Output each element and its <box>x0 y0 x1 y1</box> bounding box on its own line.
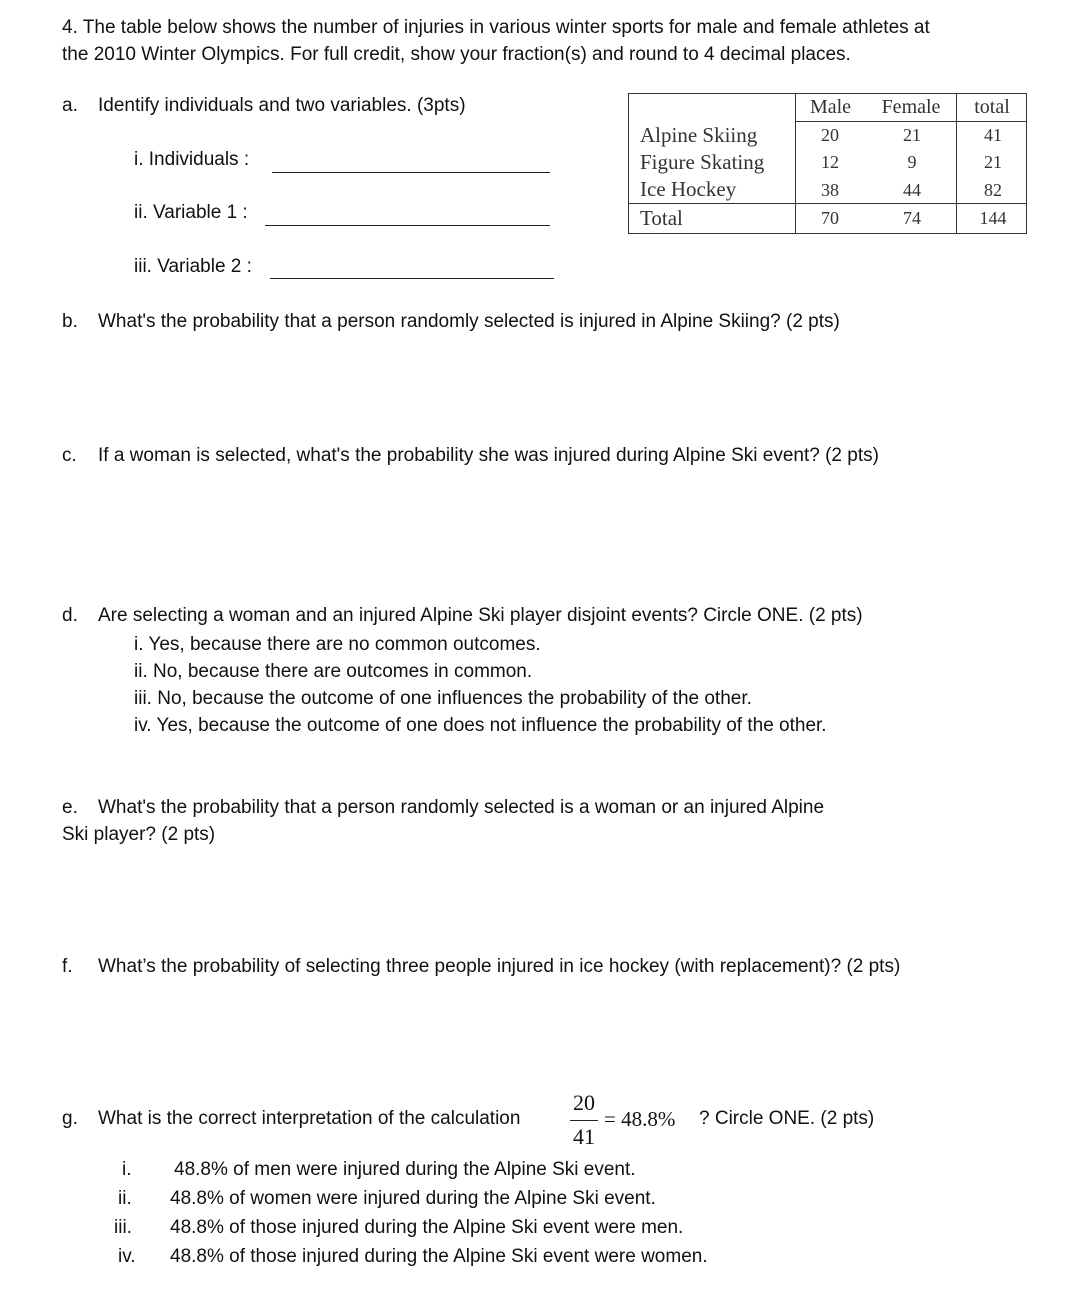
part-a-question <box>62 95 466 117</box>
intro-line-2: the 2010 Winter Olympics. For full credit, show your fraction(s) and round to 4 decimal places. <box>62 44 851 65</box>
part-d-question <box>62 605 863 627</box>
option-number: ii. <box>118 1188 132 1209</box>
table-cell: 82 <box>984 180 1002 200</box>
part-c-text: If a woman is selected, what's the probability she was injured during Alpine Ski event? (2 pts) <box>98 445 879 466</box>
table-cell: 70 <box>821 208 839 228</box>
part-g-question <box>62 1108 520 1130</box>
part-e-text-2: Ski player? (2 pts) <box>62 824 216 845</box>
part-f-text: What’s the probability of selecting three people injured in ice hockey (with replacement)? (2 pts) <box>98 956 901 977</box>
variable-1-answer-line[interactable] <box>265 225 550 226</box>
row-label-total: Total <box>640 206 683 230</box>
table-cell: 74 <box>903 208 921 228</box>
table-cell: 38 <box>821 180 839 200</box>
row-label-alpine: Alpine Skiing <box>640 123 758 147</box>
part-b-label: b. <box>62 311 78 332</box>
table-cell: 20 <box>821 125 839 145</box>
part-d-options <box>134 631 827 739</box>
header-male: Male <box>809 96 852 118</box>
fraction-denominator: 41 <box>573 1124 595 1149</box>
injury-table <box>628 93 1027 234</box>
part-d-text: Are selecting a woman and an injured Alpine Ski player disjoint events? Circle ONE. (2 pts) <box>98 605 863 626</box>
part-b-question <box>62 311 840 333</box>
part-g-text: What is the correct interpretation of the calculation <box>98 1108 521 1129</box>
part-e-label: e. <box>62 797 78 818</box>
option-text: 48.8% of women were injured during the Alpine Ski event. <box>170 1188 656 1209</box>
table-cell: 41 <box>984 125 1002 145</box>
table-cell: 44 <box>903 180 921 200</box>
option-number: i. <box>122 1159 132 1180</box>
part-g-options <box>114 1155 708 1271</box>
part-c-label: c. <box>62 445 77 466</box>
part-c-question <box>62 445 879 467</box>
part-g-option-ii[interactable] <box>118 1184 708 1213</box>
part-g-option-iv[interactable] <box>118 1242 708 1271</box>
option-number: iii. <box>114 1217 132 1238</box>
row-label-hockey: Ice Hockey <box>640 177 737 201</box>
header-female: Female <box>881 96 941 118</box>
problem-intro <box>62 14 930 68</box>
option-text: 48.8% of men were injured during the Alpine Ski event. <box>174 1159 636 1180</box>
part-e-question <box>62 794 824 848</box>
table-cell: 21 <box>984 152 1002 172</box>
part-d-option-i[interactable]: i. Yes, because there are no common outcomes. <box>134 634 541 655</box>
part-g-text-post: ? Circle ONE. (2 pts) <box>699 1108 875 1129</box>
header-total: total <box>974 96 1010 118</box>
intro-line-1: 4. The table below shows the number of injuries in various winter sports for male and female athletes at <box>62 17 930 38</box>
row-label-figure: Figure Skating <box>640 150 765 174</box>
part-d-option-iii[interactable]: iii. No, because the outcome of one influences the probability of the other. <box>134 688 752 709</box>
variable-2-answer-line[interactable] <box>270 278 554 279</box>
variable-2-label: iii. Variable 2 : <box>134 256 252 277</box>
part-g-option-i[interactable] <box>118 1155 708 1184</box>
table-cell: 144 <box>979 208 1007 228</box>
part-d-label: d. <box>62 605 78 626</box>
part-g-label: g. <box>62 1108 78 1129</box>
part-f-question <box>62 956 900 978</box>
table-cell: 9 <box>907 152 917 172</box>
part-g-option-iii[interactable] <box>114 1213 708 1242</box>
fraction-20-41 <box>570 1090 600 1152</box>
part-f-label: f. <box>62 956 73 977</box>
part-b-text: What's the probability that a person randomly selected is injured in Alpine Skiing? (2 pts) <box>98 311 840 332</box>
part-e-text-1: What's the probability that a person randomly selected is a woman or an injured Alpine <box>98 797 825 818</box>
option-text: 48.8% of those injured during the Alpine Ski event were men. <box>170 1217 684 1238</box>
fraction-result: = 48.8% <box>604 1107 676 1131</box>
individuals-answer-line[interactable] <box>272 172 550 173</box>
option-text: 48.8% of those injured during the Alpine Ski event were women. <box>170 1246 708 1267</box>
part-a-text: Identify individuals and two variables. (3pts) <box>98 95 466 116</box>
table-cell: 21 <box>903 125 921 145</box>
part-d-option-ii[interactable]: ii. No, because there are outcomes in common. <box>134 661 533 682</box>
table-cell: 12 <box>821 152 839 172</box>
part-d-option-iv[interactable]: iv. Yes, because the outcome of one does not influence the probability of the other. <box>134 715 827 736</box>
individuals-label: i. Individuals : <box>134 149 250 170</box>
fraction-numerator: 20 <box>573 1090 595 1115</box>
option-number: iv. <box>118 1246 136 1267</box>
variable-1-label: ii. Variable 1 : <box>134 202 248 223</box>
part-a-label: a. <box>62 95 78 116</box>
